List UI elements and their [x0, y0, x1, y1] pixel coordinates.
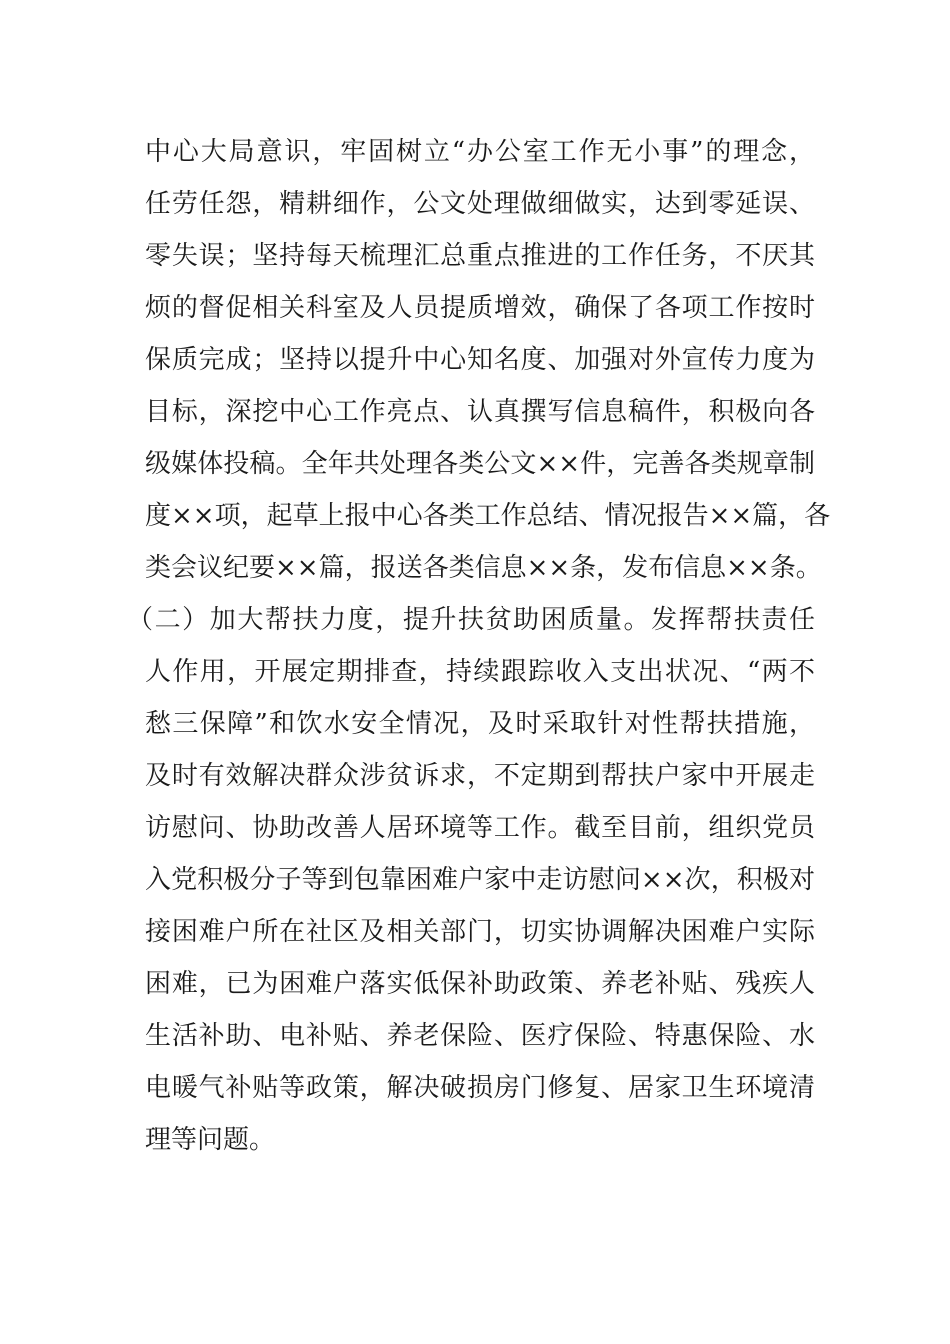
text-line: 及时有效解决群众涉贫诉求，不定期到帮扶户家中开展走 — [145, 761, 815, 791]
body-text — [127, 126, 831, 1166]
text-line: 愁三保障”和饮水安全情况，及时采取针对性帮扶措施， — [145, 709, 815, 739]
text-line: 零失误；坚持每天梳理汇总重点推进的工作任务，不厌其 — [145, 241, 815, 271]
text-line: 级媒体投稿。全年共处理各类公文××件，完善各类规章制 — [145, 449, 815, 479]
text-line: 烦的督促相关科室及人员提质增效，确保了各项工作按时 — [145, 293, 815, 323]
text-line: 电暖气补贴等政策，解决破损房门修复、居家卫生环境清 — [145, 1073, 815, 1103]
text-line: 入党积极分子等到包靠困难户家中走访慰问××次，积极对 — [145, 865, 815, 895]
text-line: 中心大局意识，牢固树立“办公室工作无小事”的理念， — [145, 137, 815, 167]
section-heading-line: （二）加大帮扶力度，提升扶贫助困质量。发挥帮扶责任 — [127, 605, 815, 635]
text-line: 度××项，起草上报中心各类工作总结、情况报告××篇，各 — [145, 501, 831, 531]
text-line: 人作用，开展定期排查，持续跟踪收入支出状况、“两不 — [145, 657, 815, 687]
text-line: 生活补助、电补贴、养老保险、医疗保险、特惠保险、水 — [145, 1021, 815, 1051]
text-line: 接困难户所在社区及相关部门，切实协调解决困难户实际 — [145, 917, 815, 947]
text-line: 类会议纪要××篇，报送各类信息××条，发布信息××条。 — [145, 553, 822, 583]
text-line: 任劳任怨，精耕细作，公文处理做细做实，达到零延误、 — [145, 189, 815, 219]
text-line: 保质完成；坚持以提升中心知名度、加强对外宣传力度为 — [145, 345, 815, 375]
text-line: 理等问题。 — [145, 1125, 276, 1155]
text-line: 访慰问、协助改善人居环境等工作。截至目前，组织党员 — [145, 813, 815, 843]
text-line: 目标，深挖中心工作亮点、认真撰写信息稿件，积极向各 — [145, 397, 815, 427]
text-line: 困难，已为困难户落实低保补助政策、养老补贴、残疾人 — [145, 969, 815, 999]
